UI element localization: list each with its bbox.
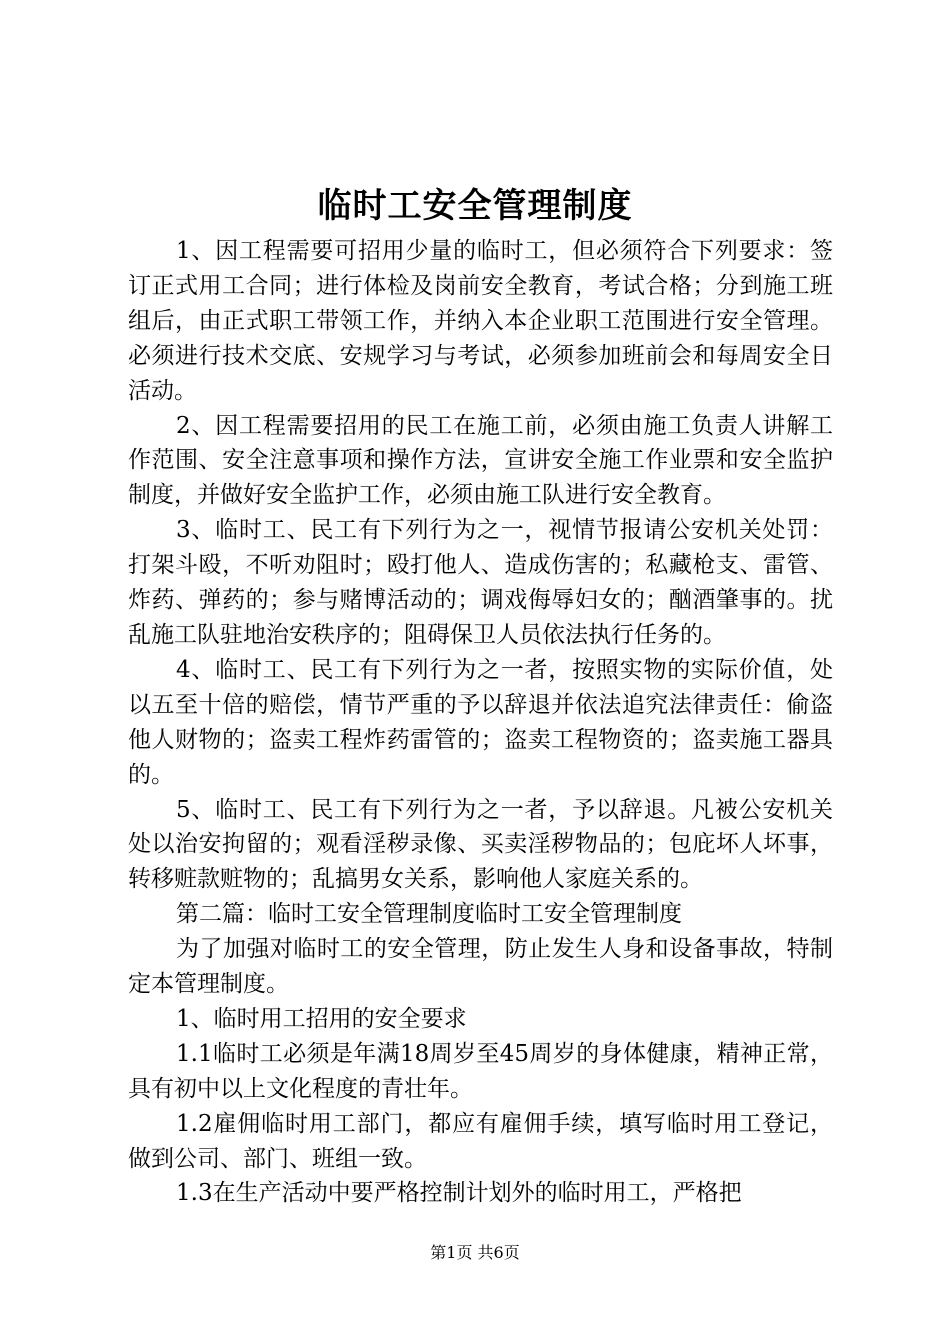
paragraph-1-3: 1.3在生产活动中要严格控制计划外的临时用工，严格把 — [176, 1180, 742, 1207]
paragraph-intro: 为了加强对临时工的安全管理，防止发生人身和设备事故，特制定本管理制度。 — [128, 936, 833, 998]
page-footer: 第1页 共6页 — [430, 1243, 520, 1262]
section-heading-part-two: 第二篇：临时工安全管理制度临时工安全管理制度 — [176, 901, 682, 928]
paragraph-1: 1、因工程需要可招用少量的临时工，但必须符合下列要求：签订正式用工合同；进行体检及岗前安全教育，考试合格；分到施工班组后，由正式职工带领工作，并纳入本企业职工范围进行安全管理。必须进行技术交底、安规学习与考试，必须参加班前会和每周安全日活动。 — [128, 238, 833, 404]
paragraph-3: 3、临时工、民工有下列行为之一，视情节报请公安机关处罚：打架斗殴，不听劝阻时；殴打他人、造成伤害的；私藏枪支、雷管、炸药、弹药的；参与赌博活动的；调戏侮辱妇女的；酗酒肇事的。扰乱施工队驻地治安秩序的；阻碍保卫人员依法执行任务的。 — [128, 517, 833, 648]
subheading-recruitment: 1、临时用工招用的安全要求 — [176, 1005, 467, 1032]
paragraph-1-2: 1.2雇佣临时用工部门，都应有雇佣手续，填写临时用工登记，做到公司、部门、班组一致。 — [128, 1110, 833, 1172]
paragraph-2: 2、因工程需要招用的民工在施工前，必须由施工负责人讲解工作范围、安全注意事项和操作方法，宣讲安全施工作业票和安全监护制度，并做好安全监护工作，必须由施工队进行安全教育。 — [128, 412, 833, 509]
paragraph-4: 4、临时工、民工有下列行为之一者，按照实物的实际价值，处以五至十倍的赔偿，情节严重的予以辞退并依法追究法律责任：偷盗他人财物的；盗卖工程炸药雷管的；盗卖工程物资的；盗卖施工器具的。 — [128, 656, 833, 788]
paragraph-1-1: 1.1临时工必须是年满18周岁至45周岁的身体健康，精神正常，具有初中以上文化程度的青壮年。 — [128, 1040, 833, 1102]
document-body — [128, 234, 833, 1211]
page-title: 临时工安全管理制度 — [317, 186, 633, 226]
paragraph-5: 5、临时工、民工有下列行为之一者，予以辞退。凡被公安机关处以治安拘留的；观看淫秽录像、买卖淫秽物品的；包庇坏人坏事，转移赃款赃物的；乱搞男女关系，影响他人家庭关系的。 — [128, 796, 833, 893]
